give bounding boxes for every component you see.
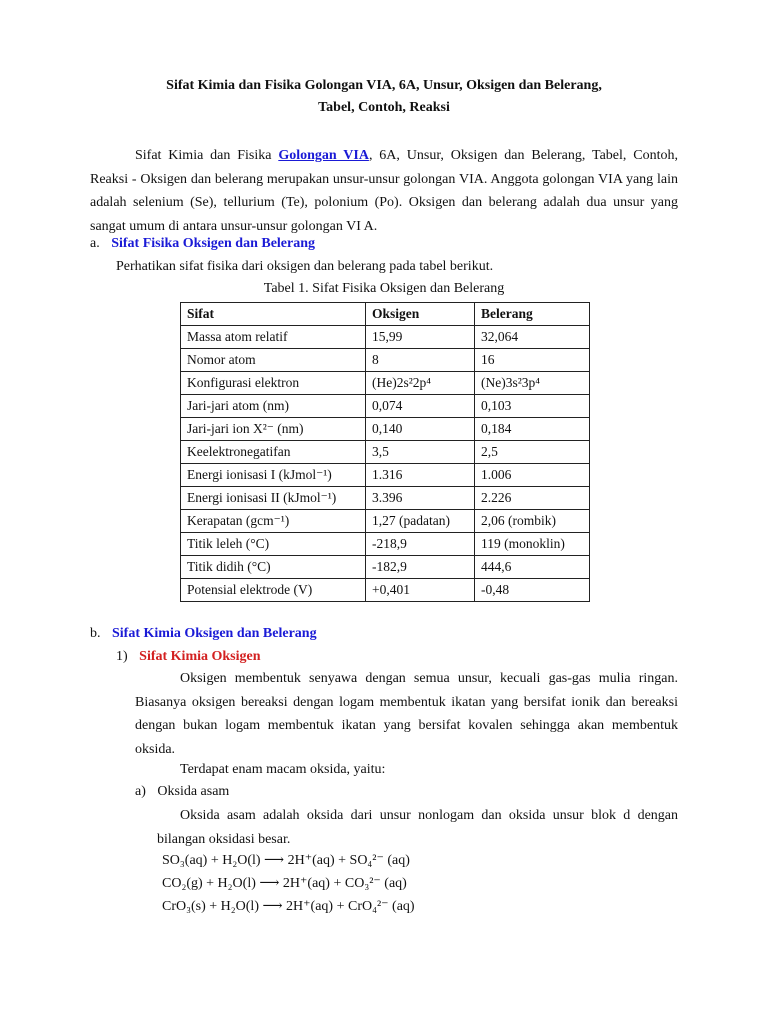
table-row (181, 487, 590, 510)
table-cell: 1,27 (padatan) (366, 510, 475, 533)
table-cell: 2,06 (rombik) (475, 510, 590, 533)
table-cell: +0,401 (366, 579, 475, 602)
table-cell: Konfigurasi elektron (181, 372, 366, 395)
table-cell: 2,5 (475, 441, 590, 464)
table-cell: Potensial elektrode (V) (181, 579, 366, 602)
table-header-row (181, 303, 590, 326)
section-a-text: Perhatikan sifat fisika dari oksigen dan belerang pada tabel berikut. (116, 259, 494, 274)
document-title-line-1: Sifat Kimia dan Fisika Golongan VIA, 6A, Unsur, Oksigen dan Belerang, (166, 78, 602, 93)
table-row (181, 533, 590, 556)
section-a-heading (90, 236, 315, 252)
table-cell: -218,9 (366, 533, 475, 556)
item-a-heading (135, 784, 229, 800)
oxygen-paragraph: Oksigen membentuk senyawa dengan semua unsur, kecuali gas-gas mulia ringan. Biasanya oksigen bereaksi dengan logam membentuk ikatan yang bersifat ionik dan bereaksi dengan bukan logam membentuk ikatan yang bersifat kovalen sehingga akan membentuk oksida. (135, 671, 678, 758)
table-row (181, 349, 590, 372)
table-cell: Kerapatan (gcm⁻¹) (181, 510, 366, 533)
golongan-via-link[interactable]: Golongan VIA (278, 148, 369, 163)
table-cell: (He)2s²2p⁴ (366, 372, 475, 395)
table-cell: Keelektronegatifan (181, 441, 366, 464)
table-row (181, 326, 590, 349)
table-cell: 0,140 (366, 418, 475, 441)
table-cell: Jari-jari atom (nm) (181, 395, 366, 418)
table-cell: 1.006 (475, 464, 590, 487)
section-a-marker: a. (90, 236, 100, 251)
item-a-title: Oksida asam (157, 784, 230, 799)
table-cell: 444,6 (475, 556, 590, 579)
table-row (181, 372, 590, 395)
table-cell: (Ne)3s²3p⁴ (475, 372, 590, 395)
table-cell: 3,5 (366, 441, 475, 464)
table-cell: -182,9 (366, 556, 475, 579)
table-cell: Titik didih (°C) (181, 556, 366, 579)
table-caption: Tabel 1. Sifat Fisika Oksigen dan Belerang (263, 281, 505, 296)
table-cell: Massa atom relatif (181, 326, 366, 349)
table-cell: Nomor atom (181, 349, 366, 372)
table-row (181, 556, 590, 579)
equation-co2: CO₂(g) + H₂O(l) ⟶ 2H⁺(aq) + CO₃²⁻ (aq) (162, 876, 407, 891)
table-row (181, 510, 590, 533)
subsection-1-heading (116, 649, 261, 665)
table-cell: Titik leleh (°C) (181, 533, 366, 556)
table-row (181, 418, 590, 441)
table-cell: 0,103 (475, 395, 590, 418)
table-cell: 2.226 (475, 487, 590, 510)
intro-text-rest: , 6A, Unsur, Oksigen dan Belerang, Tabel, Contoh, Reaksi - Oksigen dan belerang merupakan unsur-unsur golongan VIA. Anggota golongan VIA yang lain adalah selenium (Se), tellurium (Te), polonium (Po). Oksigen dan belerang adalah dua unsur yang sangat umum di antara unsur-unsur golongan VI A. (90, 148, 678, 235)
equation-so3: SO₃(aq) + H₂O(l) ⟶ 2H⁺(aq) + SO₄²⁻ (aq) (162, 853, 410, 868)
table-cell: 16 (475, 349, 590, 372)
equation-cro3: CrO₃(s) + H₂O(l) ⟶ 2H⁺(aq) + CrO₄²⁻ (aq) (162, 899, 415, 914)
table-cell: Jari-jari ion X²⁻ (nm) (181, 418, 366, 441)
table-header-cell: Sifat (181, 303, 366, 326)
table-header-cell: Belerang (475, 303, 590, 326)
table-cell: Energi ionisasi II (kJmol⁻¹) (181, 487, 366, 510)
oxide-types-intro: Terdapat enam macam oksida, yaitu: (180, 762, 386, 777)
table-cell: 1.316 (366, 464, 475, 487)
intro-text-start: Sifat Kimia dan Fisika (135, 148, 279, 163)
table-cell: 0,184 (475, 418, 590, 441)
table-cell: 3.396 (366, 487, 475, 510)
subsection-1-title: Sifat Kimia Oksigen (139, 649, 261, 664)
table-cell: 32,064 (475, 326, 590, 349)
section-b-marker: b. (90, 626, 101, 641)
subsection-1-marker: 1) (116, 649, 128, 664)
table-row (181, 464, 590, 487)
table-cell: 15,99 (366, 326, 475, 349)
table-row (181, 395, 590, 418)
acid-oxide-paragraph: Oksida asam adalah oksida dari unsur nonlogam dan oksida unsur blok d dengan bilangan oksidasi besar. (157, 808, 678, 847)
section-b-heading (90, 626, 317, 642)
physical-properties-table (180, 302, 590, 602)
table-cell: 0,074 (366, 395, 475, 418)
table-cell: 8 (366, 349, 475, 372)
table-cell: Energi ionisasi I (kJmol⁻¹) (181, 464, 366, 487)
table-cell: -0,48 (475, 579, 590, 602)
table-header-cell: Oksigen (366, 303, 475, 326)
table-row (181, 579, 590, 602)
table-cell: 119 (monoklin) (475, 533, 590, 556)
document-title-line-2: Tabel, Contoh, Reaksi (318, 100, 450, 115)
table-row (181, 441, 590, 464)
section-a-title: Sifat Fisika Oksigen dan Belerang (111, 236, 316, 251)
item-a-marker: a) (135, 784, 146, 799)
intro-paragraph (90, 144, 678, 239)
section-b-title: Sifat Kimia Oksigen dan Belerang (112, 626, 317, 641)
